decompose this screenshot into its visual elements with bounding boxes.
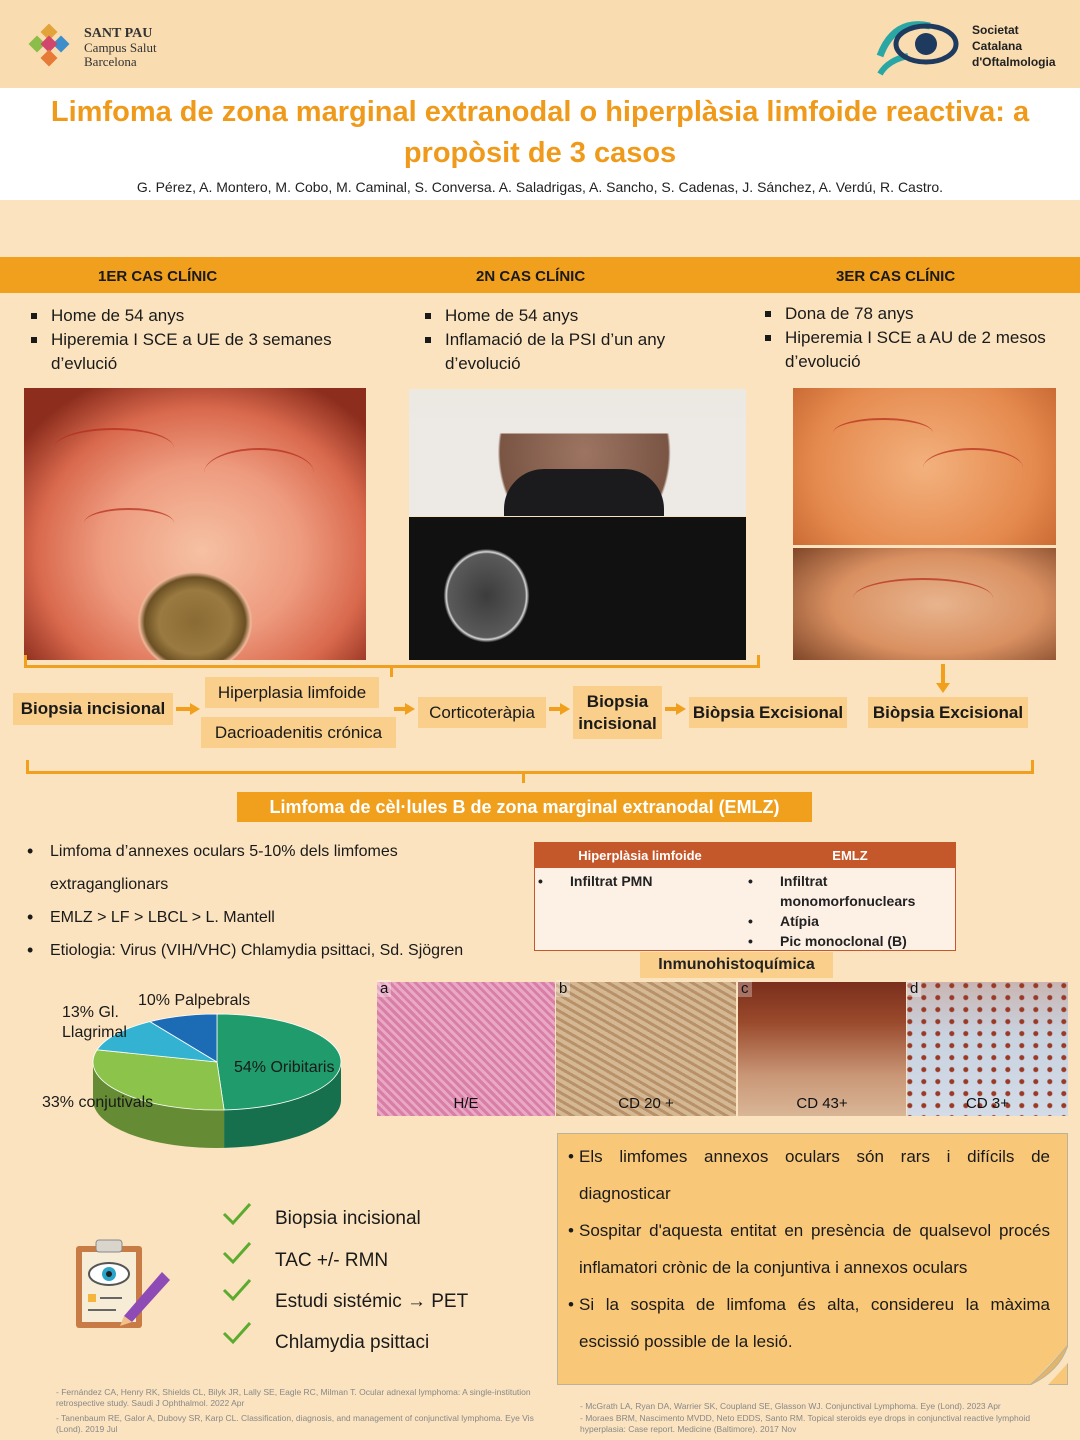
pie-label: 13% Gl. Llagrimal <box>62 1004 127 1041</box>
arrow-icon <box>941 664 945 684</box>
list-item: • Els limfomes annexos oculars són rars i difícils de diagnosticar <box>568 1138 1050 1212</box>
emlz-banner: Limfoma de cèl·lules B de zona marginal extranodal (EMLZ) <box>237 792 812 822</box>
case-3-title: 3ER CAS CLÍNIC <box>836 268 956 285</box>
authors: G. Pérez, A. Montero, M. Cobo, M. Caminal, S. Conversa. A. Saladrigas, A. Sancho, S. Cadenas, J. Sánchez, A. Verdú, R. Castro. <box>136 179 944 195</box>
clipboard-eye-icon <box>72 1236 172 1332</box>
arrow-icon <box>405 703 415 715</box>
case-1-eye-photo <box>24 388 366 660</box>
list-item: Inflamació de la PSI d’un any d’evolució <box>418 328 728 376</box>
sant-pau-logo-icon <box>22 24 78 76</box>
arrow-icon <box>560 703 570 715</box>
bracket-tick <box>757 655 760 667</box>
list-item: Home de 54 anys <box>24 304 364 328</box>
flow-biopsia-excisional-2: Biòpsia Excisional <box>868 697 1028 728</box>
sant-pau-logo-text: SANT PAU Campus Salut Barcelona <box>84 26 157 69</box>
histology-comparison-table <box>534 842 956 951</box>
reference: - Moraes BRM, Nascimento MVDD, Neto EDDS, Santo RM. Topical steroids eye drops in conjunctival reactive lymphoid hyperplasia: Case report. Medicine (Baltimore). 2017 Nov <box>580 1413 1031 1434</box>
flow-biopsia-incisional-2: Biopsia incisional <box>573 686 662 739</box>
pie-label: 10% Palpebrals <box>138 992 251 1009</box>
checkmark-icon <box>222 1321 252 1345</box>
case-2-ct-scan <box>409 517 746 660</box>
list-item: Home de 54 anys <box>418 304 728 328</box>
arrow-down-icon <box>936 683 950 693</box>
case-1-title: 1ER CAS CLÍNIC <box>98 268 218 285</box>
immuno-label: Inmunohistoquímica <box>640 952 833 978</box>
pie-label: 54% Oribitaris <box>234 1059 335 1076</box>
checklist-item: Chlamydia psittaci <box>275 1332 430 1353</box>
flow-corticoterapia: Corticoteràpia <box>418 697 546 728</box>
case-3-eye-photo-top <box>793 388 1056 545</box>
list-item: • EMLZ > LF > LBCL > L. Mantell <box>24 901 464 934</box>
histology-image-cd20 <box>556 982 736 1116</box>
checklist-item: Estudi sistémic → PET <box>275 1291 469 1312</box>
checkmark-icon <box>222 1241 252 1265</box>
list-item: • Etiologia: Virus (VIH/VHC) Chlamydia psittaci, Sd. Sjögren <box>24 934 464 967</box>
flow-hiperplasia: Hiperplasia limfoide <box>205 677 379 708</box>
list-item: • Infiltrat monomorfonuclears <box>745 871 955 911</box>
reference: - Fernández CA, Henry RK, Shields CL, Bilyk JR, Lally SE, Eagle RC, Milman T. Ocular adnexal lymphoma: A single-institution retrospective study. Saudi J Ophthalmol. 2022 Apr <box>56 1387 531 1408</box>
case-3-eye-photo-bottom <box>793 548 1056 660</box>
flow-biopsia-excisional-1: Biòpsia Excisional <box>689 697 847 728</box>
panel-letter: d <box>907 980 921 997</box>
list-item: • Atípia <box>745 911 955 931</box>
arrow-icon <box>676 703 686 715</box>
panel-caption: H/E <box>453 1095 479 1112</box>
list-item: Hiperemia I SCE a AU de 2 mesos d’evolució <box>758 326 1068 374</box>
panel-letter: a <box>377 980 391 997</box>
bracket-tick <box>1031 760 1034 773</box>
histology-image-he <box>377 982 555 1116</box>
societat-logo-text: Societat Catalana d'Oftalmologia <box>972 23 1056 69</box>
reference: - Tanenbaum RE, Galor A, Dubovy SR, Karp CL. Classification, diagnosis, and management of conjunctival lymphoma. Eye Vis (Lond). 2019 Jul <box>56 1413 534 1434</box>
checkmark-icon <box>222 1278 252 1302</box>
page-fold-icon <box>1030 1345 1068 1385</box>
pie-label: 33% conjutivals <box>42 1094 154 1111</box>
bracket-tick <box>24 655 27 667</box>
panel-letter: b <box>556 980 570 997</box>
list-item: Dona de 78 anys <box>758 302 1068 326</box>
case-2-face-photo <box>409 389 746 516</box>
checklist-item: Biopsia incisional <box>275 1208 421 1229</box>
flow-biopsia-incisional: Biopsia incisional <box>13 693 173 725</box>
arrow-icon <box>190 703 200 715</box>
flow-dacrioadenitis: Dacrioadenitis crónica <box>201 717 396 748</box>
arrow-icon <box>176 707 190 711</box>
bracket-all-cases <box>26 771 1034 774</box>
panel-caption: CD 3+ <box>966 1095 1009 1112</box>
societat-catalana-eye-logo-icon <box>874 16 964 76</box>
case-2-title: 2N CAS CLÍNIC <box>476 268 586 285</box>
histology-image-cd3 <box>907 982 1068 1116</box>
conclusions-box <box>557 1133 1068 1385</box>
table-header: EMLZ <box>745 843 955 868</box>
bracket-tick <box>26 760 29 773</box>
facts-list <box>24 835 464 967</box>
panel-caption: CD 43+ <box>796 1095 848 1112</box>
histology-image-cd43 <box>738 982 906 1116</box>
list-item: • Sospitar d'aquesta entitat en presència de qualsevol procés inflamatori crònic de la conjuntiva i annexos oculars <box>568 1212 1050 1286</box>
table-header: Hiperplàsia limfoide <box>535 843 745 868</box>
reference: - McGrath LA, Ryan DA, Warrier SK, Coupland SE, Glasson WJ. Conjunctival Lymphoma. Eye (Lond). 2023 Apr <box>580 1401 1001 1411</box>
bracket-tick <box>390 667 393 677</box>
panel-caption: CD 20 + <box>618 1095 674 1112</box>
list-item: • Limfoma d’annexes oculars 5-10% dels limfomes extraganglionars <box>24 835 464 901</box>
panel-letter: c <box>738 980 752 997</box>
case-1-bullets <box>24 304 364 376</box>
bracket-tick <box>522 773 525 783</box>
case-2-bullets <box>418 304 728 376</box>
list-item: Hiperemia I SCE a UE de 3 semanes d’evlució <box>24 328 364 376</box>
checkmark-icon <box>222 1202 252 1226</box>
list-item: • Si la sospita de limfoma és alta, considereu la màxima escissió possible de la lesió. <box>568 1286 1050 1360</box>
list-item: • Pic monoclonal (B) <box>745 931 955 951</box>
case-3-bullets <box>758 302 1068 374</box>
poster-title: Limfoma de zona marginal extranodal o hiperplàsia limfoide reactiva: a propòsit de 3 casos <box>50 96 1030 169</box>
checklist-item: TAC +/- RMN <box>275 1250 389 1271</box>
list-item: • Infiltrat PMN <box>535 871 745 891</box>
